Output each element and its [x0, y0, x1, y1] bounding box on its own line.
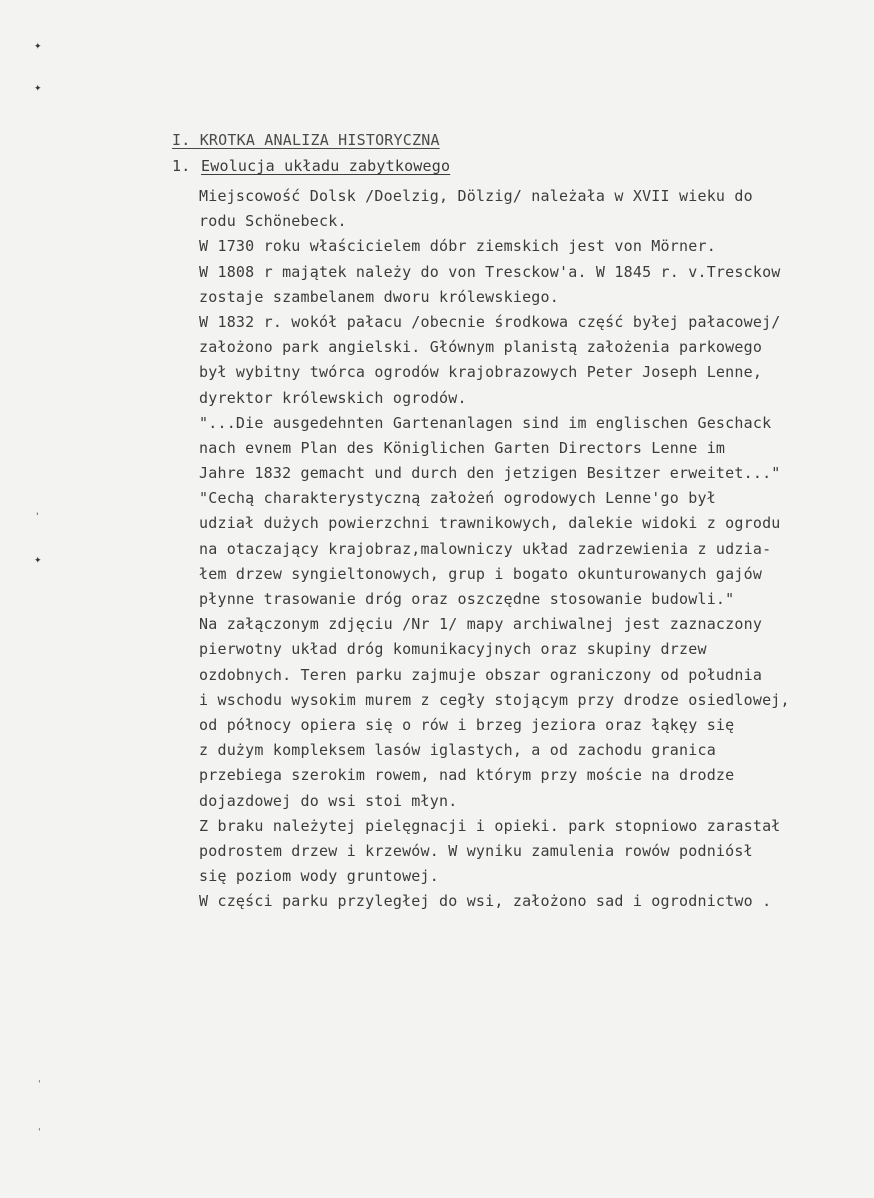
margin-mark: ✦ — [34, 42, 42, 52]
subsection-number: 1. — [172, 157, 191, 175]
text-line: przebiega szerokim rowem, nad którym przy moście na drodze — [199, 766, 735, 785]
text-line: dyrektor królewskich ogrodów. — [199, 388, 467, 407]
subsection-title: Ewolucja układu zabytkowego — [201, 157, 451, 175]
margin-mark: ✦ — [34, 84, 42, 94]
text-line: podrostem drzew i krzewów. W wyniku zamulenia rowów podniósł — [199, 841, 753, 860]
text-line: był wybitny twórca ogrodów krajobrazowych Peter Joseph Lenne, — [199, 363, 763, 382]
text-line: Jahre 1832 gemacht und durch den jetzigen Besitzer erweitet..." — [199, 464, 781, 483]
text-line: dojazdowej do wsi stoi młyn. — [199, 791, 458, 810]
text-line: Z braku należytej pielęgnacji i opieki. park stopniowo zarastał — [199, 816, 781, 835]
text-line: W 1808 r majątek należy do von Tresckow'a. W 1845 r. v.Tresckow — [199, 262, 781, 281]
text-line: Na załączonym zdjęciu /Nr 1/ mapy archiwalnej jest zaznaczony — [199, 615, 763, 634]
margin-mark: ✦ — [34, 556, 42, 566]
text-line: się poziom wody gruntowej. — [199, 867, 439, 886]
text-line: pierwotny układ dróg komunikacyjnych oraz skupiny drzew — [199, 640, 707, 659]
text-line: z dużym kompleksem lasów iglastych, a od zachodu granica — [199, 741, 716, 760]
text-line: od północy opiera się o rów i brzeg jeziora oraz łąkęy się — [199, 715, 735, 734]
text-line: W 1730 roku właścicielem dóbr ziemskich jest von Mörner. — [199, 237, 716, 256]
text-line: założono park angielski. Głównym planistą założenia parkowego — [199, 338, 763, 357]
section-heading: I. KROTKA ANALIZA HISTORYCZNA — [172, 131, 440, 149]
text-line: nach evnem Plan des Königlichen Garten Directors Lenne im — [199, 438, 726, 457]
text-line: "Cechą charakterystyczną założeń ogrodowych Lenne'go był — [199, 489, 716, 508]
text-line: zostaje szambelanem dworu królewskiego. — [199, 287, 559, 306]
text-line: ozdobnych. Teren parku zajmuje obszar ograniczony od południa — [199, 665, 763, 684]
margin-mark: ˈ — [38, 1128, 41, 1138]
text-line: Miejscowość Dolsk /Doelzig, Dölzig/ należała w XVII wieku do — [199, 187, 753, 205]
margin-mark: ' — [36, 512, 39, 522]
text-line: W części parku przyległej do wsi, założono sad i ogrodnictwo . — [199, 892, 772, 911]
text-line: udział dużych powierzchni trawnikowych, dalekie widoki z ogrodu — [199, 514, 781, 533]
text-line: płynne trasowanie dróg oraz oszczędne stosowanie budowli." — [199, 590, 735, 608]
text-line: łem drzew syngieltonowych, grup i bogato okunturowanych gajów — [199, 564, 763, 583]
text-line: rodu Schönebeck. — [199, 212, 347, 231]
text-line: "...Die ausgedehnten Gartenanlagen sind im englischen Geschack — [199, 413, 772, 432]
text-line: i wschodu wysokim murem z cegły stojącym przy drodze osiedlowej, — [199, 690, 790, 709]
margin-mark: ˈ — [38, 1080, 41, 1090]
body-text — [199, 184, 869, 914]
text-line: W 1832 r. wokół pałacu /obecnie środkowa część byłej pałacowej/ — [199, 312, 781, 331]
text-line: na otaczający krajobraz,malowniczy układ zadrzewienia z udzia- — [199, 539, 772, 558]
